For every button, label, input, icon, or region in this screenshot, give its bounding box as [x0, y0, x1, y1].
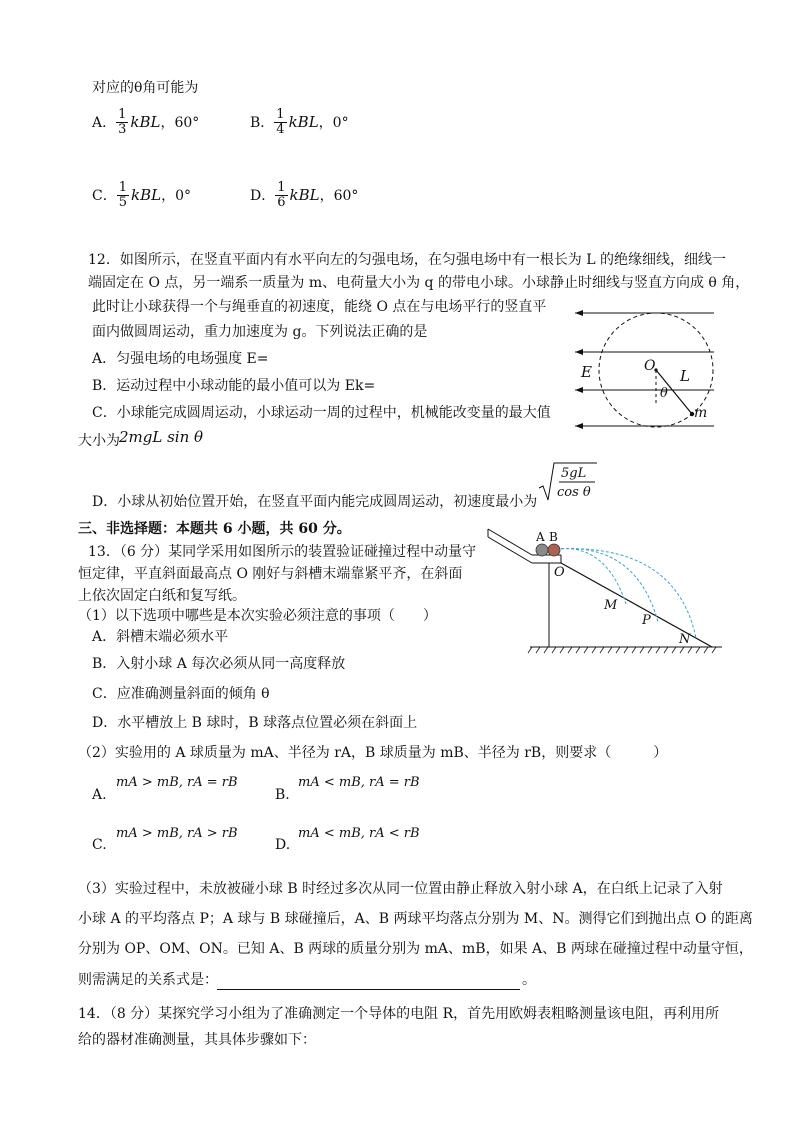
fraction [116, 108, 128, 136]
section-3-heading: 三、非选择题：本题共 6 小题，共 60 分。 [78, 521, 351, 537]
option-letter: D． [250, 188, 276, 205]
q12-option-a[interactable]: A．匀强电场的电场强度 E= [92, 351, 269, 367]
q13-part-1-option-d[interactable]: D．水平槽放上 B 球时，B 球落点位置必须在斜面上 [92, 715, 418, 731]
q13-fig-label-m: M [604, 598, 618, 613]
fraction-denominator: 3 [118, 121, 127, 137]
q12-option-d-denominator: cos θ [557, 485, 591, 500]
option-letter: B． [250, 115, 275, 132]
q13-line-3: 上依次固定白纸和复写纸。 [78, 588, 246, 604]
fraction [117, 181, 129, 209]
fraction [275, 181, 287, 209]
option-angle: ，0° [318, 115, 349, 132]
q13-part-1: （1）以下选项中哪些是本次实验必须注意的事项（ ） [78, 608, 437, 624]
fraction-numerator: 1 [276, 107, 285, 122]
q13-fig-label-p: P [642, 613, 651, 628]
option-expression: kBL [288, 113, 319, 132]
q11-option-b[interactable] [250, 108, 349, 136]
q13-part-1-option-b[interactable]: B．入射小球 A 每次必须从同一高度释放 [92, 656, 346, 672]
q13-part-3-line-1: （3）实验过程中，未放被碰小球 B 时经过多次从同一位置由静止释放入射小球 A，在白纸上记录了入射 [78, 881, 723, 897]
ground [528, 647, 722, 653]
fraction-numerator: 1 [118, 107, 127, 122]
q12-fig-label-m: m [694, 405, 708, 421]
q12-fig-label-theta: θ [660, 386, 668, 401]
q13-line-2: 恒定律，平直斜面最高点 O 刚好与斜槽末端靠紧平齐，在斜面 [78, 566, 463, 582]
option-letter: C． [92, 188, 117, 205]
q13-fig-label-a: A [536, 530, 545, 544]
q13-part-3-end: 。 [522, 972, 536, 988]
q13-fig-label-b: B [549, 530, 558, 544]
q12-line-3: 此时让小球获得一个与绳垂直的初速度，能绕 O 点在与电场平行的竖直平 [92, 299, 547, 315]
ball-b [548, 544, 560, 556]
q12-option-c-line-1[interactable]: C．小球能完成圆周运动，小球运动一周的过程中，机械能改变量的最大值 [92, 405, 551, 421]
fraction-denominator: 4 [276, 121, 285, 137]
fraction-numerator: 1 [118, 180, 127, 195]
q13-part-2-option-d-letter[interactable]: D. [275, 837, 291, 853]
fraction-denominator: 6 [277, 194, 286, 210]
fraction-numerator: 1 [277, 180, 286, 195]
option-expression: kBL [131, 186, 162, 205]
q13-part-2-option-b-letter[interactable]: B. [275, 787, 290, 803]
q12-option-d-numerator: 5gL [561, 466, 587, 481]
q11-option-a[interactable] [92, 108, 199, 136]
q12-fig-label-e: E [581, 363, 592, 381]
q13-part-2-option-a[interactable]: mA > mB, rA = rB [116, 775, 238, 790]
q13-part-2: （2）实验用的 A 球质量为 mA、半径为 rA，B 球质量为 mB、半径为 rB，则要求（ ） [78, 745, 668, 761]
q12-option-c-expression: 2mgL sin θ [119, 428, 204, 446]
option-expression: kBL [289, 186, 320, 205]
q13-part-2-option-c[interactable]: mA > mB, rA > rB [116, 826, 238, 841]
q12-fig-label-l: L [680, 367, 690, 385]
q12-fig-label-o: O [644, 358, 656, 374]
q12-line-4: 面内做圆周运动，重力加速度为 g。下列说法正确的是 [92, 324, 428, 340]
q13-part-3-line-4: 则需满足的关系式是： [78, 972, 218, 988]
q13-part-2-option-c-letter[interactable]: C. [92, 837, 107, 853]
q12-line-2: 端固定在 O 点，另一端系一质量为 m、电荷量大小为 q 的带电小球。小球静止时细线与竖直方向成 θ 角， [88, 275, 750, 291]
q13-part-2-option-d[interactable]: mA < mB, rA < rB [298, 826, 420, 841]
fraction [274, 108, 286, 136]
q11-intro: 对应的θ角可能为 [92, 80, 199, 96]
q13-part-2-option-b[interactable]: mA < mB, rA = rB [298, 775, 420, 790]
option-angle: ，60° [160, 115, 200, 132]
q13-part-1-option-c[interactable]: C．应准确测量斜面的倾角 θ [92, 686, 270, 702]
fraction-denominator: 5 [118, 194, 127, 210]
q12-line-1: 12．如图所示，在竖直平面内有水平向左的匀强电场，在匀强电场中有一根长为 L 的绝缘细线，细线一 [88, 252, 727, 268]
q13-fig-label-o: O [554, 565, 565, 580]
q11-option-d[interactable] [250, 181, 358, 209]
q11-option-c[interactable] [92, 181, 191, 209]
q12-option-d[interactable]: D．小球从初始位置开始，在竖直平面内能完成圆周运动，初速度最小为 [92, 494, 538, 510]
q13-part-1-option-a[interactable]: A．斜槽末端必须水平 [92, 629, 229, 645]
q13-part-2-option-a-letter[interactable]: A. [92, 787, 107, 803]
q13-part-3-line-3: 分别为 OP、OM、ON。已知 A、B 两球的质量分别为 mA、mB，如果 A、B 两球在碰撞过程中动量守恒， [78, 941, 753, 957]
option-angle: ，0° [161, 188, 191, 205]
ball-a [536, 544, 548, 556]
q13-part-3-line-2: 小球 A 的平均落点 P；A 球与 B 球碰撞后，A、B 两球平均落点分别为 M、N。测得它们到抛出点 O 的距离 [78, 911, 753, 927]
q12-option-c-line-2: 大小为 [78, 433, 120, 449]
option-letter: A． [92, 115, 117, 132]
q13-answer-blank[interactable] [217, 989, 520, 990]
trajectories [556, 548, 696, 638]
q12-option-b[interactable]: B．运动过程中小球动能的最小值可以为 Ek= [92, 378, 376, 394]
q13-fig-label-n: N [679, 632, 691, 647]
q14-line-2: 给的器材准确测量，其具体步骤如下： [78, 1032, 316, 1048]
option-angle: ，60° [319, 188, 359, 205]
q14-line-1: 14．（8 分）某探究学习小组为了准确测定一个导体的电阻 R，首先用欧姆表粗略测量该电阻，再利用所 [78, 1006, 720, 1022]
q13-line-1: 13．（6 分）某同学采用如图所示的装置验证碰撞过程中动量守 [88, 544, 477, 560]
option-expression: kBL [130, 113, 161, 132]
